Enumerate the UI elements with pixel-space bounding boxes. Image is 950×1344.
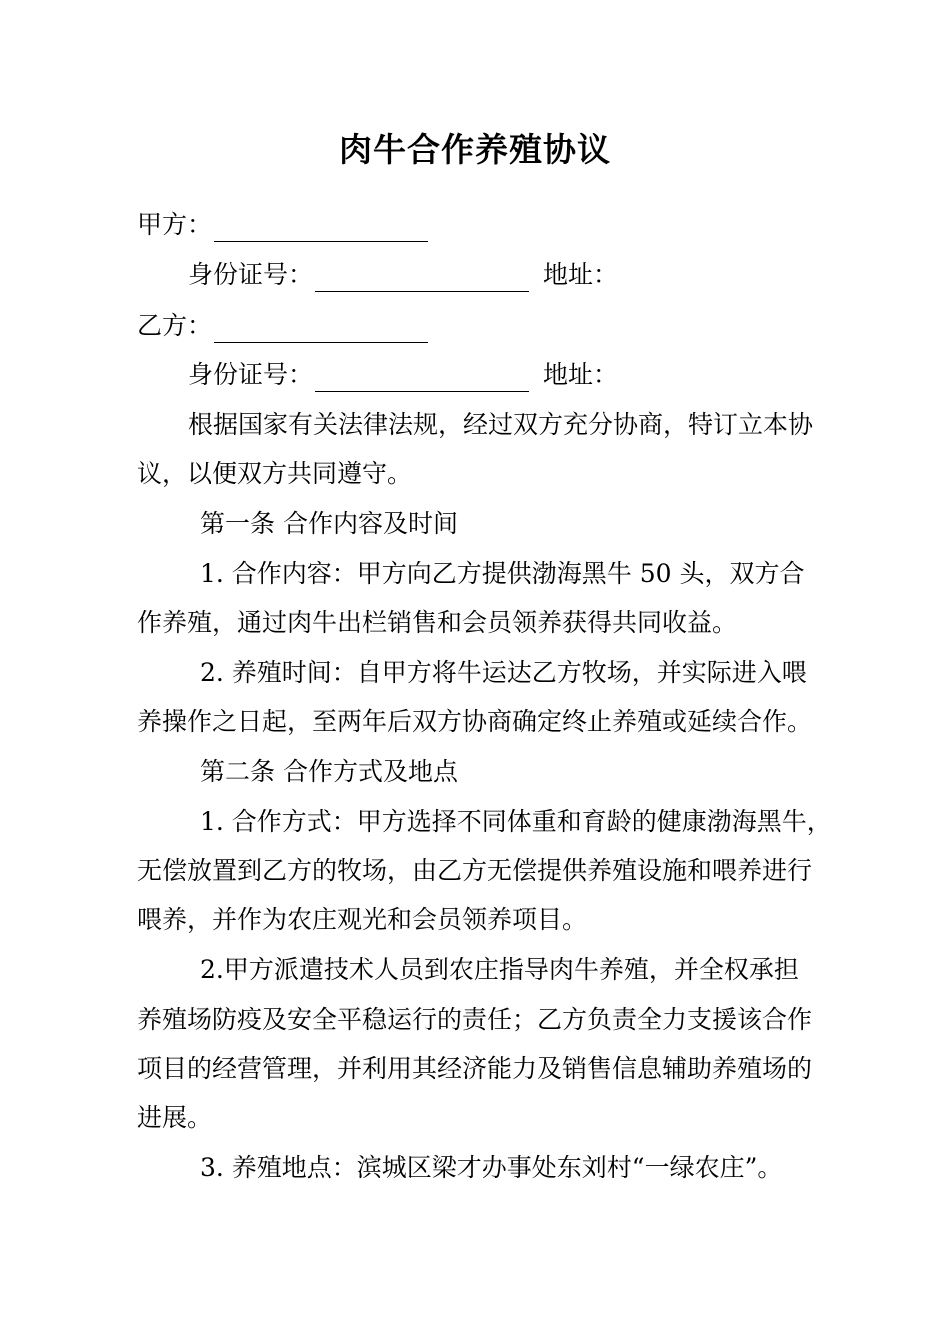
- article2-item2-line: 进展。: [137, 1103, 213, 1132]
- article1-heading: 第一条 合作内容及时间: [200, 509, 458, 538]
- document-title: 肉牛合作养殖协议: [339, 130, 611, 169]
- party-b-id-label: 身份证号：: [188, 360, 314, 389]
- party-b-name-blank[interactable]: [214, 316, 428, 343]
- party-a-name-blank[interactable]: [214, 215, 428, 242]
- party-b-id-line: [188, 358, 618, 392]
- article2-item1-line: 无偿放置到乙方的牧场，由乙方无偿提供养殖设施和喂养进行: [137, 856, 813, 885]
- party-a-id-line: [188, 258, 618, 292]
- intro-line: 议，以便双方共同遵守。: [137, 459, 413, 488]
- article2-item2-line: 2.甲方派遣技术人员到农庄指导肉牛养殖，并全权承担: [200, 955, 799, 984]
- party-a-label: 甲方：: [137, 210, 213, 239]
- article2-item3-line: 3. 养殖地点：滨城区梁才办事处东刘村“一绿农庄”。: [200, 1153, 783, 1182]
- article1-item2-line: 2. 养殖时间：自甲方将牛运达乙方牧场，并实际进入喂: [200, 658, 807, 687]
- party-a-address-label: 地址：: [543, 260, 619, 289]
- article2-heading: 第二条 合作方式及地点: [200, 757, 458, 786]
- article2-item2-line: 项目的经营管理，并利用其经济能力及销售信息辅助养殖场的: [137, 1054, 813, 1083]
- article2-item1-line: 喂养，并作为农庄观光和会员领养项目。: [137, 905, 588, 934]
- party-a-line: [137, 208, 428, 242]
- party-b-line: [137, 309, 428, 343]
- party-b-address-label: 地址：: [543, 360, 619, 389]
- party-a-id-blank[interactable]: [315, 265, 529, 292]
- article2-item1-line: 1. 合作方式：甲方选择不同体重和育龄的健康渤海黑牛，: [200, 807, 832, 836]
- intro-line: 根据国家有关法律法规，经过双方充分协商，特订立本协: [188, 410, 814, 439]
- article2-item2-line: 养殖场防疫及安全平稳运行的责任；乙方负责全力支援该合作: [137, 1005, 813, 1034]
- article1-item2-line: 养操作之日起，至两年后双方协商确定终止养殖或延续合作。: [137, 707, 813, 736]
- party-a-id-label: 身份证号：: [188, 260, 314, 289]
- article1-item1-line: 作养殖，通过肉牛出栏销售和会员领养获得共同收益。: [137, 608, 738, 637]
- party-b-label: 乙方：: [137, 311, 213, 340]
- party-b-id-blank[interactable]: [315, 365, 529, 392]
- article1-item1-line: 1. 合作内容：甲方向乙方提供渤海黑牛 50 头，双方合: [200, 559, 805, 588]
